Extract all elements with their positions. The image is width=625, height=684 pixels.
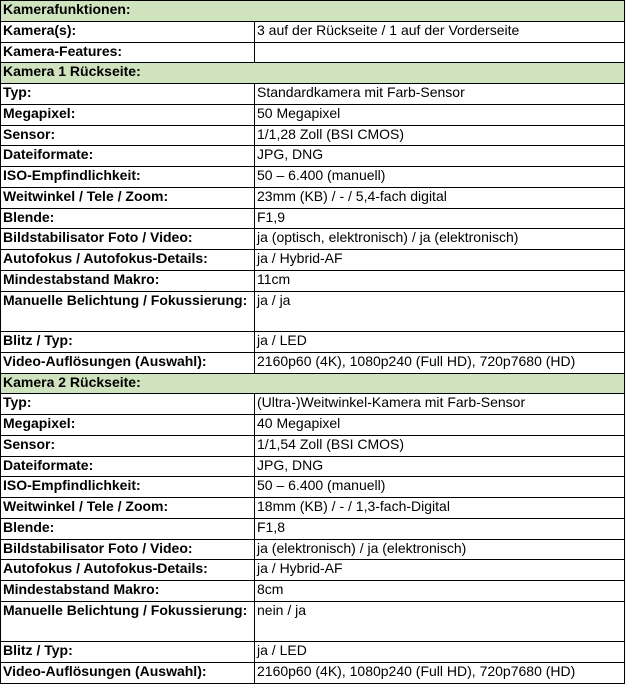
spec-row: [1, 581, 625, 602]
section-header-row: [1, 373, 625, 394]
spec-label: Weitwinkel / Tele / Zoom:: [1, 187, 255, 208]
spec-value: ja / LED: [255, 332, 625, 353]
spec-value: 1/1,54 Zoll (BSI CMOS): [255, 435, 625, 456]
spec-row: [1, 229, 625, 250]
spec-value: (Ultra-)Weitwinkel-Kamera mit Farb-Sensor: [255, 394, 625, 415]
spec-value: 50 – 6.400 (manuell): [255, 167, 625, 188]
spec-row: [1, 560, 625, 581]
spec-row: [1, 291, 625, 332]
spec-row: [1, 42, 625, 63]
spec-value: ja / LED: [255, 642, 625, 663]
spec-value: [255, 42, 625, 63]
spec-label: Kamera-Features:: [1, 42, 255, 63]
spec-label: Blitz / Typ:: [1, 332, 255, 353]
spec-row: [1, 146, 625, 167]
spec-value: 1/1,28 Zoll (BSI CMOS): [255, 125, 625, 146]
spec-label: Dateiformate:: [1, 146, 255, 167]
spec-row: [1, 663, 625, 684]
spec-value: 50 – 6.400 (manuell): [255, 477, 625, 498]
spec-label: Mindestabstand Makro:: [1, 581, 255, 602]
spec-row: [1, 250, 625, 271]
spec-label: Megapixel:: [1, 415, 255, 436]
spec-value: ja / Hybrid-AF: [255, 250, 625, 271]
spec-label: Mindestabstand Makro:: [1, 270, 255, 291]
spec-label: Typ:: [1, 394, 255, 415]
spec-label: Video-Auflösungen (Auswahl):: [1, 663, 255, 684]
spec-row: [1, 518, 625, 539]
spec-row: [1, 332, 625, 353]
spec-value: Standardkamera mit Farb-Sensor: [255, 84, 625, 105]
spec-label: Dateiformate:: [1, 456, 255, 477]
spec-row: [1, 352, 625, 373]
spec-value: 2160p60 (4K), 1080p240 (Full HD), 720p7680 (HD): [255, 663, 625, 684]
spec-value: ja (optisch, elektronisch) / ja (elektronisch): [255, 229, 625, 250]
spec-value: ja / Hybrid-AF: [255, 560, 625, 581]
spec-label: Video-Auflösungen (Auswahl):: [1, 352, 255, 373]
spec-label: Bildstabilisator Foto / Video:: [1, 539, 255, 560]
spec-row: [1, 84, 625, 105]
spec-label: Blitz / Typ:: [1, 642, 255, 663]
spec-row: [1, 21, 625, 42]
spec-label: Manuelle Belichtung / Fokussierung:: [1, 601, 255, 642]
spec-value: 50 Megapixel: [255, 104, 625, 125]
spec-value: F1,9: [255, 208, 625, 229]
spec-value: 8cm: [255, 581, 625, 602]
spec-label: Autofokus / Autofokus-Details:: [1, 250, 255, 271]
spec-label: Typ:: [1, 84, 255, 105]
section-title: Kamera 2 Rückseite:: [1, 373, 625, 394]
section-header-row: [1, 63, 625, 84]
spec-value: 40 Megapixel: [255, 415, 625, 436]
spec-label: Sensor:: [1, 435, 255, 456]
spec-row: [1, 187, 625, 208]
spec-value: nein / ja: [255, 601, 625, 642]
spec-value: F1,8: [255, 518, 625, 539]
spec-row: [1, 270, 625, 291]
spec-row: [1, 104, 625, 125]
spec-value: ja (elektronisch) / ja (elektronisch): [255, 539, 625, 560]
spec-row: [1, 167, 625, 188]
spec-table-body: [1, 1, 625, 684]
spec-value: ja / ja: [255, 291, 625, 332]
spec-label: Kamera(s):: [1, 21, 255, 42]
spec-row: [1, 394, 625, 415]
spec-row: [1, 415, 625, 436]
spec-value: 23mm (KB) / - / 5,4-fach digital: [255, 187, 625, 208]
section-title: Kamerafunktionen:: [1, 1, 625, 22]
spec-value: 18mm (KB) / - / 1,3-fach-Digital: [255, 498, 625, 519]
spec-label: Weitwinkel / Tele / Zoom:: [1, 498, 255, 519]
spec-row: [1, 498, 625, 519]
spec-row: [1, 208, 625, 229]
spec-row: [1, 456, 625, 477]
spec-label: Bildstabilisator Foto / Video:: [1, 229, 255, 250]
spec-label: ISO-Empfindlichkeit:: [1, 477, 255, 498]
spec-row: [1, 125, 625, 146]
spec-label: Autofokus / Autofokus-Details:: [1, 560, 255, 581]
spec-row: [1, 601, 625, 642]
spec-row: [1, 477, 625, 498]
spec-row: [1, 642, 625, 663]
spec-label: Blende:: [1, 208, 255, 229]
spec-label: Megapixel:: [1, 104, 255, 125]
spec-row: [1, 435, 625, 456]
spec-value: 11cm: [255, 270, 625, 291]
spec-value: 2160p60 (4K), 1080p240 (Full HD), 720p7680 (HD): [255, 352, 625, 373]
spec-label: ISO-Empfindlichkeit:: [1, 167, 255, 188]
section-title: Kamera 1 Rückseite:: [1, 63, 625, 84]
spec-value: JPG, DNG: [255, 146, 625, 167]
spec-row: [1, 539, 625, 560]
section-header-row: [1, 1, 625, 22]
spec-label: Sensor:: [1, 125, 255, 146]
spec-value: JPG, DNG: [255, 456, 625, 477]
spec-label: Manuelle Belichtung / Fokussierung:: [1, 291, 255, 332]
spec-value: 3 auf der Rückseite / 1 auf der Vorderseite: [255, 21, 625, 42]
spec-label: Blende:: [1, 518, 255, 539]
